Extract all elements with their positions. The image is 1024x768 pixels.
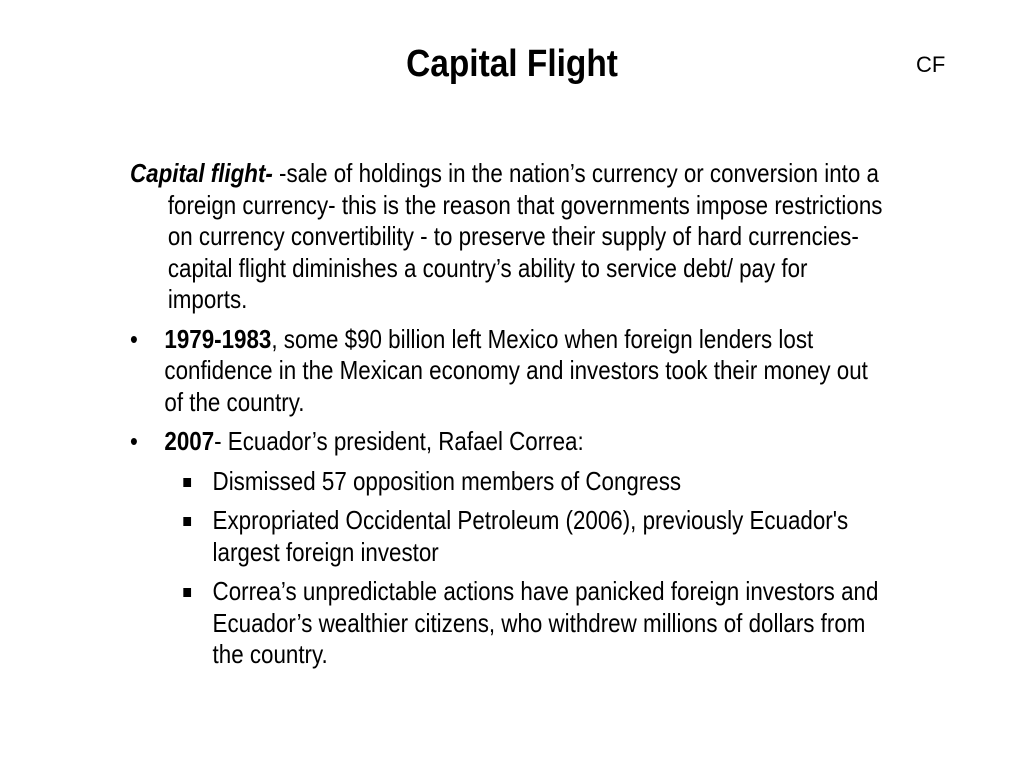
sub-bullet-item bbox=[130, 505, 890, 568]
bullet-dot-icon: • bbox=[130, 426, 138, 456]
bullet-item bbox=[130, 426, 890, 458]
bullet-dot-icon: • bbox=[130, 323, 138, 354]
definition-paragraph bbox=[130, 158, 890, 316]
bullet-text: - Ecuador’s president, Rafael Correa: bbox=[214, 426, 584, 456]
sub-bullet-text: Expropriated Occidental Petroleum (2006), previously Ecuador's largest foreign investor bbox=[212, 505, 849, 567]
square-bullet-icon bbox=[183, 517, 191, 526]
slide-title: Capital Flight bbox=[406, 43, 618, 85]
slide-tag: CF bbox=[916, 52, 946, 77]
bullet-year: 1979-1983 bbox=[164, 323, 272, 354]
definition-term: Capital flight- bbox=[130, 158, 273, 188]
bullet-text: , some $90 billion left Mexico when foreign lenders lost confidence in the Mexican economy and investors took their money out of the country. bbox=[164, 323, 868, 417]
square-bullet-icon bbox=[183, 478, 191, 487]
sub-bullet-item bbox=[130, 466, 890, 498]
definition-text: -sale of holdings in the nation’s currency or conversion into a foreign currency- this is the reason that governments impose restrictions on currency convertibility - to preserve their supply of hard currencies- capital flight diminishes a country’s ability to service debt/ pay for imports. bbox=[167, 158, 883, 314]
sub-bullet-item bbox=[130, 576, 890, 671]
slide-body bbox=[130, 158, 890, 679]
bullet-year: 2007 bbox=[164, 426, 215, 456]
square-bullet-icon bbox=[183, 588, 191, 597]
body-text-block bbox=[130, 158, 890, 671]
sub-bullet-text: Correa’s unpredictable actions have panicked foreign investors and Ecuador’s wealthier citizens, who withdrew millions of dollars from the country. bbox=[212, 576, 879, 669]
bullet-item bbox=[130, 324, 890, 419]
sub-bullet-text: Dismissed 57 opposition members of Congress bbox=[212, 465, 682, 496]
